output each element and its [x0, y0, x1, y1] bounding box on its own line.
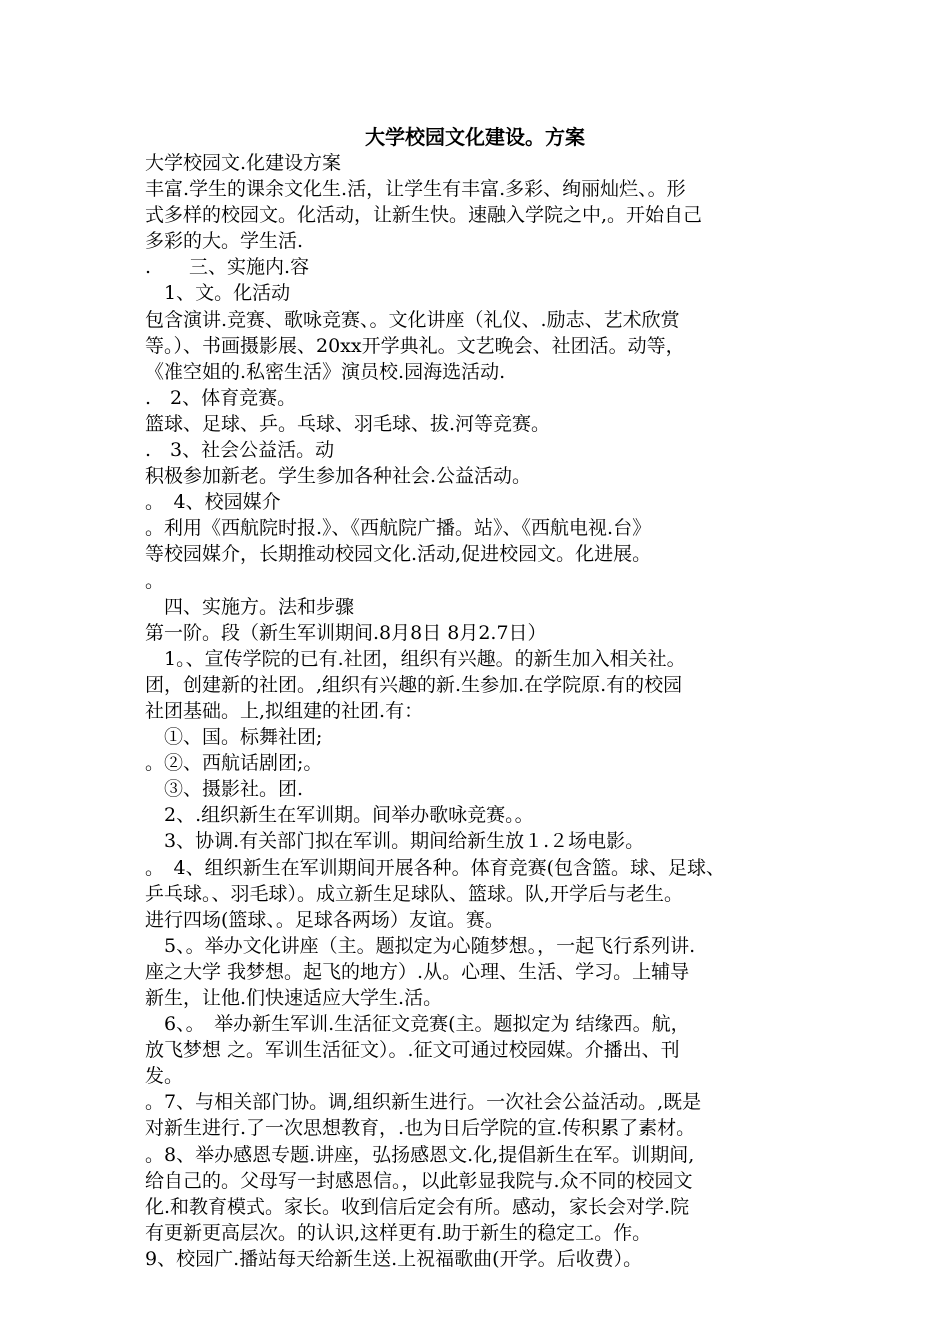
document-title: 大学校园文化建设。方案 [365, 125, 585, 149]
body-line: 2、.组织新生在军训期。间举办歌咏竞赛。。 [145, 804, 534, 827]
document-body [145, 150, 825, 1272]
body-line: 给自己的。父母写一封感恩信。，以此彰显我院与.众不同的校园文 [145, 1169, 693, 1192]
body-line: 对新生进行.了一次思想教育，.也为日后学院的宣.传积累了素材。 [145, 1117, 696, 1140]
body-line: 放飞梦想 之。军训生活征文）。.征文可通过校园媒。介播出、刊 [145, 1039, 680, 1062]
body-line: 进行四场(篮球、。足球各两场）友谊。赛。 [145, 908, 504, 931]
body-line: . 三、实施内.容 [145, 256, 310, 279]
body-line: 多彩的大。学生活. [145, 230, 304, 253]
body-line: 等校园媒介，长期推动校园文化.活动,促进校园文。化进展。 [145, 543, 652, 566]
body-line: 包含演讲.竞赛、歌咏竞赛、。文化讲座（礼仪、.励志、艺术欣赏 [145, 308, 680, 331]
body-line: 第一阶。段（新生军训期间.8月8日 8月2.7日） [145, 621, 547, 644]
body-line: 3、协调.有关部门拟在军训。期间给新生放１.２场电影。 [145, 830, 645, 853]
body-line: 化.和教育模式。家长。收到信后定会有所。感动，家长会对学.院 [145, 1195, 690, 1218]
body-line: 新生，让他.们快速适应大学生.活。 [145, 987, 443, 1009]
body-line: 。 4、校园媒介 [145, 491, 281, 514]
body-line: 发。 [145, 1065, 184, 1088]
body-line: 有更新更高层次。的认识,这样更有.助于新生的稳定工。作。 [145, 1221, 652, 1244]
body-line: 1、文。化活动 [145, 282, 291, 305]
body-line: 。利用《西航院时报.》、《西航院广播。站》、《西航电视.台》 [145, 517, 652, 540]
body-line: 篮球、足球、乒。乓球、羽毛球、拔.河等竞赛。 [145, 412, 551, 435]
body-line: 。8、举办感恩专题.讲座，弘扬感恩文.化,提倡新生在军。训期间, [145, 1143, 695, 1166]
body-line: 乒乓球。、羽毛球）。成立新生足球队、篮球。队,开学后与老生。 [145, 882, 684, 905]
body-line: 座之大学 我梦想。起飞的地方）.从。心理、生活、学习。上辅导 [145, 960, 690, 983]
body-line: ③、摄影社。团. [145, 778, 304, 801]
body-line: 四、实施方。法和步骤 [145, 595, 355, 618]
body-line: 式多样的校园文。化活动，让新生快。速融入学院之中,。开始自己 [145, 204, 703, 227]
body-line: 。 4、组织新生在军训期间开展各种。体育竞赛(包含篮。球、足球、 [145, 856, 726, 879]
body-line: 6、。 举办新生军训.生活征文竞赛(主。题拟定为 结缘西。航， [145, 1013, 690, 1036]
body-line: . 2、体育竞赛。 [145, 386, 297, 409]
body-line: . 3、社会公益活。动 [145, 439, 335, 462]
body-line: 1。、宣传学院的已有.社团，组织有兴趣。的新生加入相关社。 [145, 647, 686, 670]
body-line: ①、国。标舞社团; [145, 726, 323, 749]
body-line: 团，创建新的社团。,组织有兴趣的新.生参加.在学院原.有的校园 [145, 673, 683, 696]
body-line: 社团基础。上,拟组建的社团.有： [145, 699, 424, 722]
body-line: 。 [145, 569, 165, 592]
body-line: 9、校园广.播站每天给新生送.上祝福歌曲(开学。后收费）。 [145, 1247, 643, 1270]
body-line: 积极参加新老。学生参加各种社会.公益活动。 [145, 465, 532, 488]
body-line: 《准空姐的.私密生活》演员校.园海选活动. [145, 360, 506, 383]
body-line: 丰富.学生的课余文化生.活，让学生有丰富.多彩、绚丽灿烂、。形 [145, 178, 686, 201]
body-line: 等。）、书画摄影展、20xx开学典礼。文艺晚会、社团活。动等， [145, 334, 685, 357]
body-line: 大学校园文.化建设方案 [145, 152, 342, 174]
body-line: 。②、西航话剧团;。 [145, 752, 323, 775]
body-line: 5、。举办文化讲座（主。题拟定为心随梦想。，一起飞行系列讲. [145, 934, 696, 957]
body-line: 。7、与相关部门协。调,组织新生进行。一次社会公益活动。,既是 [145, 1091, 702, 1114]
